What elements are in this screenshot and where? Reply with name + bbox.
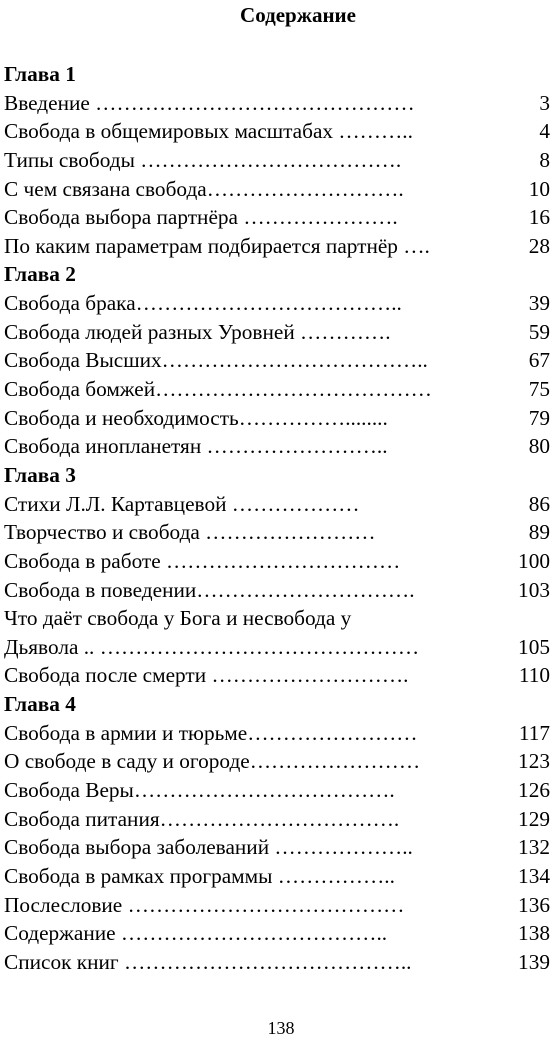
toc-entry-page: 3 xyxy=(539,90,550,115)
toc-entry-page: 79 xyxy=(528,405,550,430)
toc-entry-title: Послесловие ………………………………… xyxy=(4,892,405,917)
toc-entry-title: Свобода Веры………………………………. xyxy=(4,778,395,803)
toc-entry-title: Свобода и необходимость……………........ xyxy=(4,405,388,430)
toc-entry xyxy=(4,633,550,662)
toc-entry-title: Свобода в армии и тюрьме…………………… xyxy=(4,720,418,745)
toc-entry xyxy=(4,891,550,920)
page-title: Содержание xyxy=(240,3,356,27)
toc-entry-title: Свобода людей разных Уровней …………. xyxy=(4,319,391,344)
toc-entry-page: 132 xyxy=(518,835,550,860)
toc-entry xyxy=(4,232,550,261)
toc-entry-page: 134 xyxy=(518,863,550,888)
toc-entry xyxy=(4,833,550,862)
toc-entry-title: О свободе в саду и огороде…………………… xyxy=(4,749,421,774)
toc-entry-page: 129 xyxy=(518,806,550,831)
chapter-heading: Глава 3 xyxy=(4,462,76,487)
toc-entry-page: 59 xyxy=(528,319,550,344)
toc-entry-page: 39 xyxy=(528,291,550,316)
toc-entry xyxy=(4,289,550,318)
toc-entry xyxy=(4,146,550,175)
toc-entry-title: Содержание ……………………………….. xyxy=(4,921,388,946)
toc-entry-page: 117 xyxy=(518,720,550,745)
toc-entry-title: Свобода в рамках программы …………….. xyxy=(4,863,395,888)
toc-entry xyxy=(4,175,550,204)
chapter-heading: Глава 1 xyxy=(4,62,76,86)
toc-entry-title: Свобода брака……………………………….. xyxy=(4,291,402,316)
toc-entry-page: 16 xyxy=(528,205,550,230)
toc-entry-title: Дьявола .. ……………………………………… xyxy=(4,634,420,659)
toc-entry xyxy=(4,719,550,748)
toc-entry-title: Что даёт свобода у Бога и несвобода у xyxy=(4,606,352,631)
toc-entry xyxy=(4,776,550,805)
page-number: 138 xyxy=(267,1018,295,1038)
toc-entry-title: Типы свободы ………………………………. xyxy=(4,147,402,172)
toc-entry-page: 110 xyxy=(518,663,550,688)
toc-entry xyxy=(4,604,550,633)
toc-entry-title: Свобода Высших……………………………….. xyxy=(4,348,428,373)
toc-entry-page: 10 xyxy=(528,176,550,201)
toc-entry-page: 4 xyxy=(539,119,550,144)
toc-entry-page: 100 xyxy=(518,548,550,573)
toc-entry xyxy=(4,432,550,461)
toc-entry-title: Свобода выбора партнёра …………………. xyxy=(4,205,398,230)
toc-entry xyxy=(4,203,550,232)
toc-entry-page: 86 xyxy=(528,491,550,516)
toc-entry-page: 89 xyxy=(528,520,550,545)
toc-entry xyxy=(4,948,550,977)
toc-entry-title: Свобода в поведении…………………………. xyxy=(4,577,415,602)
toc-entry xyxy=(4,805,550,834)
toc-entry-page: 67 xyxy=(528,348,550,373)
toc-entry-page: 123 xyxy=(518,749,550,774)
toc-entry-title: Стихи Л.Л. Картавцевой ……………… xyxy=(4,491,360,516)
toc-entry xyxy=(4,346,550,375)
toc-entry xyxy=(4,576,550,605)
toc-entry xyxy=(4,862,550,891)
toc-entry xyxy=(4,117,550,146)
toc-entry-title: По каким параметрам подбирается партнёр …. xyxy=(4,233,430,258)
toc-entry-page: 103 xyxy=(518,577,550,602)
toc-entry-page: 28 xyxy=(528,233,550,258)
toc-entry-title: Свобода в работе …………………………… xyxy=(4,548,401,573)
toc-entry-page: 105 xyxy=(518,634,550,659)
toc-entry-page: 75 xyxy=(528,377,550,402)
toc-entry xyxy=(4,404,550,433)
toc-entry xyxy=(4,375,550,404)
toc-entry xyxy=(4,919,550,948)
toc-entry-title: Свобода выбора заболеваний ……………….. xyxy=(4,835,413,860)
toc-entry-title: Введение ……………………………………… xyxy=(4,90,415,115)
chapter-heading: Глава 4 xyxy=(4,692,76,717)
toc-entry-title: Свобода бомжей………………………………… xyxy=(4,377,432,402)
toc-entry-page: 80 xyxy=(528,434,550,459)
toc-entry-title: С чем связана свобода………………………. xyxy=(4,176,404,201)
toc-entry xyxy=(4,661,550,690)
toc-entry-page: 136 xyxy=(518,892,550,917)
toc-entry-title: Свобода в общемировых масштабах ……….. xyxy=(4,119,413,144)
toc-entry-title: Свобода питания……………………………. xyxy=(4,806,400,831)
toc-entry xyxy=(4,518,550,547)
toc-entry-page: 138 xyxy=(518,921,550,946)
toc-entry-page: 139 xyxy=(518,949,550,974)
toc-entry xyxy=(4,89,550,118)
table-of-contents xyxy=(4,60,550,977)
toc-entry xyxy=(4,747,550,776)
toc-entry-title: Творчество и свобода …………………… xyxy=(4,520,376,545)
chapter-heading: Глава 2 xyxy=(4,262,76,287)
toc-entry-title: Список книг ………………………………….. xyxy=(4,949,412,974)
toc-entry-title: Свобода после смерти ………………………. xyxy=(4,663,409,688)
toc-entry xyxy=(4,318,550,347)
toc-entry-page: 8 xyxy=(539,147,550,172)
toc-entry-title: Свобода инопланетян …………………….. xyxy=(4,434,388,459)
toc-entry-page: 126 xyxy=(518,778,550,803)
toc-entry xyxy=(4,490,550,519)
toc-entry xyxy=(4,547,550,576)
